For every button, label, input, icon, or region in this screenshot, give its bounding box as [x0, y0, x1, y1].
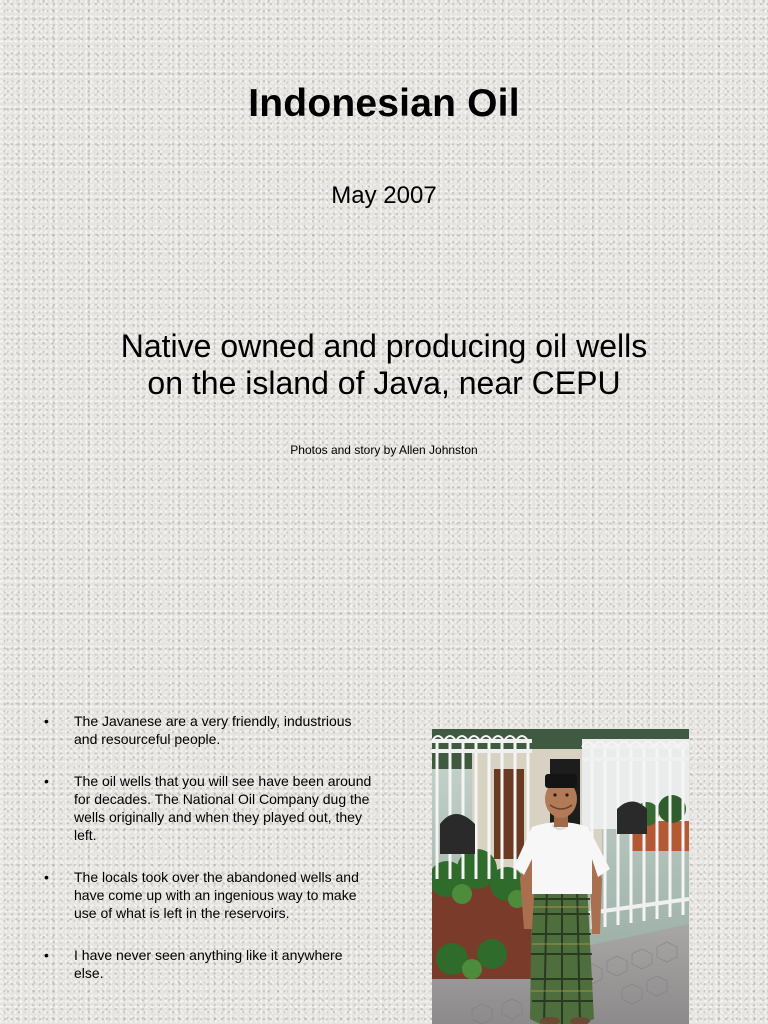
- bullet-icon: •: [44, 713, 49, 729]
- slide-subtitle: Native owned and producing oil wells on the island of Java, near CEPU: [120, 328, 648, 401]
- bullet-icon: •: [44, 869, 49, 885]
- photo-credit: Photos and story by Allen Johnston: [290, 443, 478, 457]
- list-item: [44, 772, 374, 844]
- bullet-list: [44, 712, 374, 1006]
- list-item: [44, 712, 374, 748]
- list-item: [44, 946, 374, 982]
- slide-date: May 2007: [331, 182, 437, 209]
- bullet-text: The Javanese are a very friendly, industrious and resourceful people.: [74, 713, 352, 747]
- photo-man-at-gate: [432, 729, 689, 1024]
- content-slide: [0, 512, 768, 1024]
- bullet-text: The oil wells that you will see have been around for decades. The National Oil Company dug the wells originally and when they played out, they left.: [74, 773, 372, 843]
- bullet-icon: •: [44, 773, 49, 789]
- bullet-text: The locals took over the abandoned wells and have come up with an ingenious way to make use of what is left in the reservoirs.: [74, 869, 359, 921]
- bullet-icon: •: [44, 947, 49, 963]
- slide-title: Indonesian Oil: [248, 82, 520, 125]
- bullet-text: I have never seen anything like it anywhere else.: [74, 947, 343, 981]
- list-item: [44, 868, 374, 922]
